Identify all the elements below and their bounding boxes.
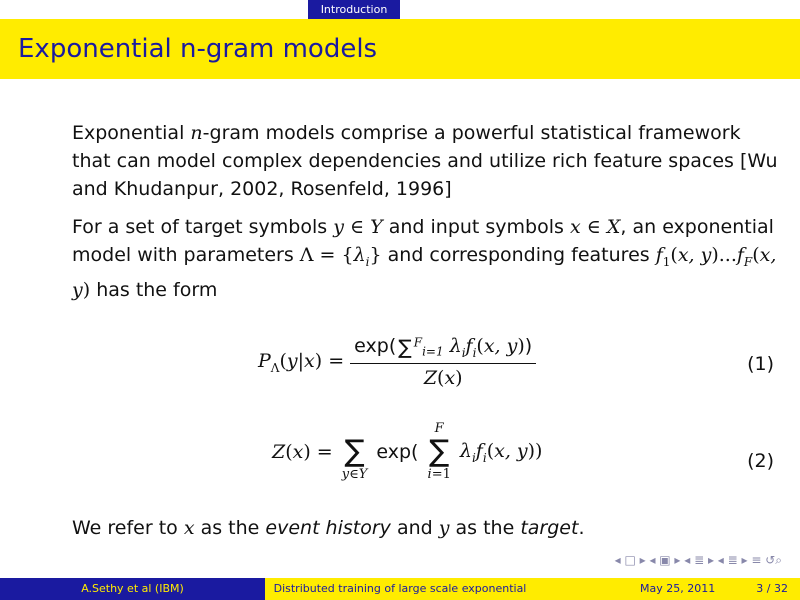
equation-2-body: Z(x) = ∑ y∈Y exp( F ∑ i=1 $\lambda_if_i(x$, y)) [272,421,543,482]
math-y: y [438,517,450,539]
paragraph-definition [72,213,784,304]
text: For a set of target symbols [72,216,334,238]
math-x-in-X: x ∈ X [569,216,621,238]
equation-2 [0,422,800,502]
term-target: target [520,517,579,539]
equation-1-number: (1) [747,353,774,375]
text: We refer to [72,517,184,539]
math-lambda-set: $\Lambda = \{\lambda_i\}$ [299,244,382,269]
text: Exponential [72,122,191,144]
text: as the [449,517,521,539]
frame-title: Exponential n-gram models [18,34,378,64]
equation-2-number: (2) [747,450,774,472]
footer [0,578,800,600]
text: and corresponding features [381,244,656,266]
text: and input symbols [382,216,570,238]
nav-arrows-icon[interactable]: ◂ □ ▸ ◂ ▣ ▸ ◂ ≣ ▸ ◂ ≣ ▸ ≡ ↺⌕ [614,553,782,567]
footer-page: 3 / 32 [756,582,788,595]
footer-right [535,578,800,600]
term-event-history: event history [265,517,391,539]
text: as the [194,517,266,539]
equation-1-body: $P_\Lambda(y|x)$ = exp( ∑ $^F_{i=1}$ $\lambda_if_i(x$, y)) Z(x) [258,335,536,389]
math-x: x [183,517,195,539]
text: . [578,517,585,539]
text: and [390,517,439,539]
closing-text [72,514,784,552]
section-tab[interactable]: Introduction [308,0,400,19]
paragraph-intro [72,119,784,203]
math-features: $f_1(x$, $y)...f_F(x$, y) [72,244,777,301]
slide-content [72,119,784,314]
text: has the form [90,278,218,301]
text: -gram models comprise a powerful statistical framework that can model complex dependencies and utilize rich feature spaces [Wu and Khudanpur, 2002, Rosenfeld, 1996] [72,122,778,200]
math-y-in-Y: y ∈ Y [333,216,383,238]
equation-1 [0,335,800,395]
text: , an exponential model with parameters [72,216,774,266]
footer-date: May 25, 2011 [640,582,716,595]
header-bar [0,0,800,19]
footer-authors: A.Sethy et al (IBM) [0,578,265,600]
paragraph-closing [72,514,784,542]
math-n: n [190,122,203,144]
footer-title: Distributed training of large scale exponential [265,578,535,600]
